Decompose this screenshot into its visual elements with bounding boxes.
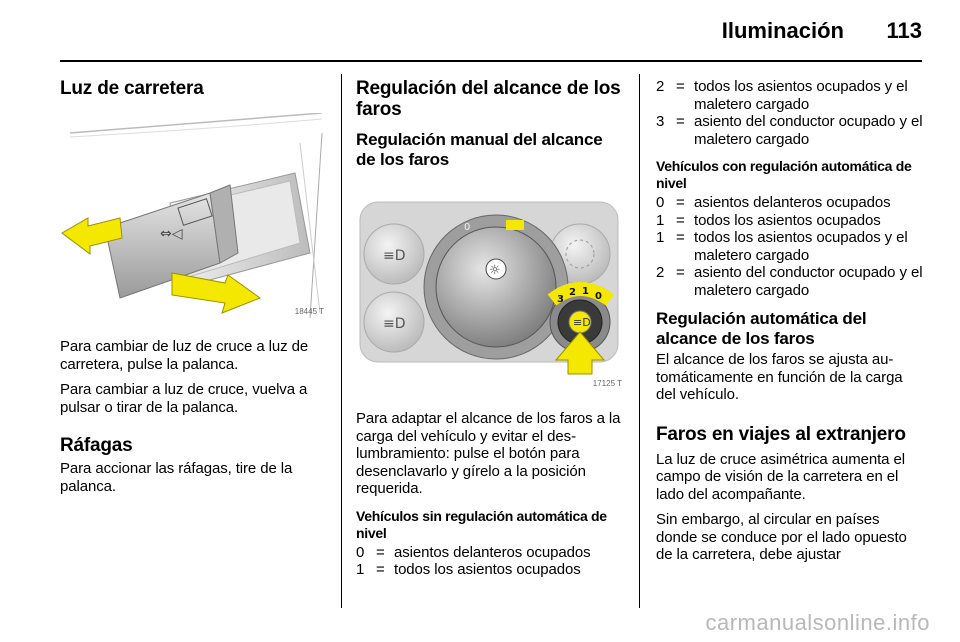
para-asymmetric-beam: La luz de cruce asimétrica aumenta el campo de visión de la carretera en el lado del acompañante.: [656, 450, 905, 503]
svg-text:≡D: ≡D: [573, 316, 591, 329]
para-switch-to-low: Para cambiar a luz de cruce, vuelva a pulsar o tirar de la palanca.: [60, 381, 308, 416]
dial-label-2: 2: [569, 287, 576, 298]
column-3: [656, 74, 924, 564]
figure-code: 17125 T: [592, 379, 622, 388]
heading-abroad: Faros en viajes al extranjero: [656, 423, 906, 445]
column-1: [60, 74, 326, 495]
list-item: 0 = asientos delanteros ocupados: [356, 543, 591, 561]
header-title: Iluminación: [721, 18, 844, 43]
heading-manual-range: Regulación manual del alcance de los faros: [356, 130, 603, 169]
list-without-auto: [356, 544, 624, 579]
heading-high-beam: Luz de carretera: [60, 78, 204, 99]
svg-text:☼: ☼: [489, 263, 501, 278]
list-item: 3 = asiento del conductor ocupado y el maletero cargado: [656, 113, 923, 148]
heading-flash: Ráfagas: [60, 435, 133, 456]
heading-auto-range: Regulación automática del alcance de los faros: [656, 309, 867, 348]
list-item: 1 = todos los asientos ocupados: [356, 561, 581, 578]
header-divider: [60, 60, 922, 62]
column-divider-2: [639, 74, 640, 608]
light-switch-illustration: [356, 182, 624, 390]
list-item: 1 = todos los asientos ocupados: [656, 211, 881, 229]
dial-label-1: 1: [582, 286, 589, 297]
svg-text:≡D: ≡D: [383, 248, 406, 264]
figure-turn-signal-lever: [60, 113, 326, 318]
para-switch-to-high: Para cambiar de luz de cruce a luz de carretera, pulse la palanca.: [60, 338, 309, 373]
svg-text:≡D: ≡D: [383, 316, 406, 332]
watermark: carmanualsonline.info: [705, 610, 930, 635]
dial-label-3: 3: [557, 294, 564, 305]
svg-text:⇔◁: ⇔◁: [160, 226, 183, 242]
lever-illustration: [60, 113, 326, 318]
list-with-auto: [656, 194, 924, 299]
para-adjust-range: Para adaptar el alcance de los faros a la carga del vehículo y evitar el deslumbramiento: pulse el botón para desenclavarlo y gírelo a la posición requerida.: [356, 410, 621, 497]
list-without-auto-continued: [656, 78, 924, 148]
para-auto-range: El alcance de los faros se ajusta automáticamente en función de la carga del vehículo.: [656, 351, 903, 403]
switch-position-label: 0: [464, 222, 471, 233]
subheading-with-auto: Vehículos con regulación automática de nivel: [656, 158, 912, 191]
list-item: 2 = asiento del conductor ocupado y el maletero cargado: [656, 264, 923, 299]
list-item: 1 = todos los asientos ocupados y el maletero cargado: [656, 229, 908, 264]
para-other-side: Sin embargo, al circular en países donde se conduce por el lado opuesto de la carretera, debe ajustar: [656, 511, 907, 563]
dial-label-0: 0: [595, 291, 602, 302]
column-2: [356, 74, 624, 579]
list-item: 2 = todos los asientos ocupados y el maletero cargado: [656, 78, 908, 113]
list-item: 0 = asientos delanteros ocupados: [656, 194, 891, 211]
heading-headlight-range: Regulación del alcance de los faros: [356, 78, 621, 120]
para-flash: Para accionar las ráfagas, tire de la palanca.: [60, 460, 293, 495]
figure-light-switch: [356, 182, 624, 390]
subheading-without-auto: Vehículos sin regulación automática de nivel: [356, 507, 607, 541]
column-divider-1: [341, 74, 342, 608]
figure-code: 18445 T: [294, 307, 324, 316]
page-number: 113: [886, 18, 922, 43]
